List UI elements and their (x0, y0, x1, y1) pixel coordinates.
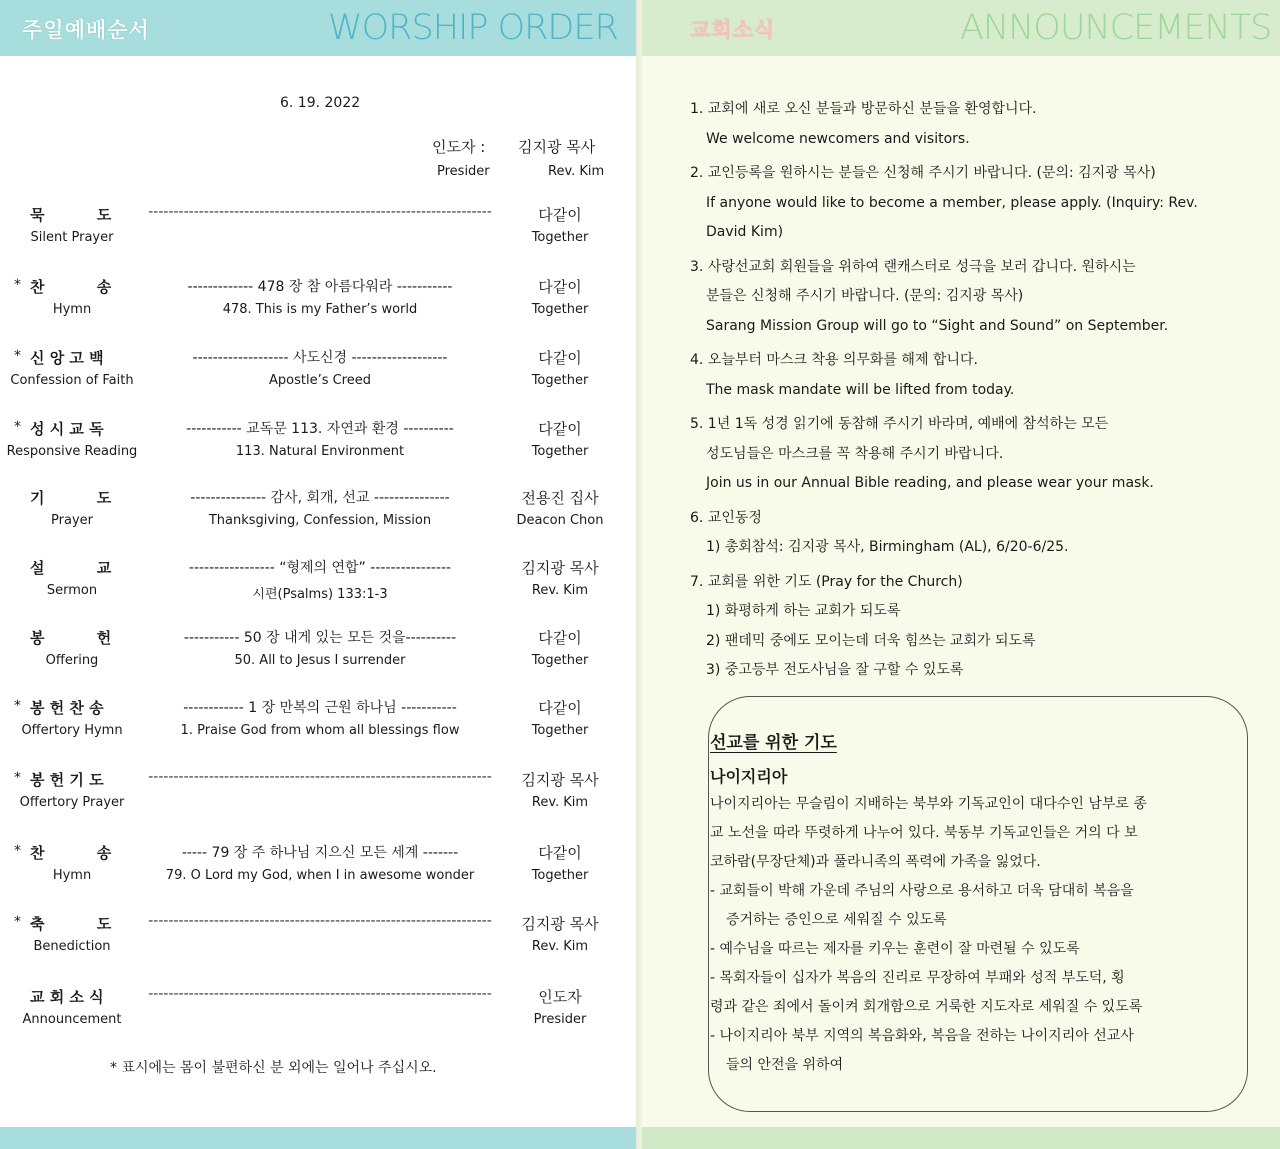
worship-item-title-korean: 봉 헌 기 도 (30, 771, 104, 789)
worship-item-leader-english: Together (531, 868, 589, 883)
mission-prayer-line: - 교회들이 박해 가운데 주님의 사랑으로 용서하고 더욱 담대히 복음을 (710, 883, 1134, 899)
announcement-line: 1) 화평하게 하는 교회가 되도록 (706, 603, 901, 619)
worship-item-detail-english: 113. Natural Environment (235, 444, 405, 459)
worship-item-title-english: Announcement (22, 1012, 122, 1027)
worship-item-leader: 다같이 (538, 278, 582, 296)
worship-item-leader-english: Rev. Kim (531, 939, 589, 954)
worship-item (0, 769, 642, 829)
announcement-line: 6. 교인동정 (690, 509, 762, 526)
worship-item-title-english: Prayer (51, 513, 93, 528)
worship-item (0, 986, 642, 1046)
worship-item-detail: ------------------- 사도신경 ------------------- (192, 350, 448, 366)
worship-item-leader: 다같이 (538, 349, 582, 367)
header-title-english: WORSHIP ORDER (328, 8, 618, 48)
worship-item-detail: --------------- 감사, 회개, 선교 --------------- (190, 490, 450, 506)
mission-prayer-title: 선교를 위한 기도 (710, 733, 837, 753)
worship-item-detail-english: Apostle’s Creed (268, 373, 371, 388)
worship-item-leader: 김지광 목사 (521, 559, 599, 577)
worship-item-leader: 인도자 (538, 988, 582, 1006)
worship-item-title-korean: 찬 송 (30, 278, 112, 296)
worship-item-detail: ----------- 교독문 113. 자연과 환경 ---------- (186, 421, 454, 437)
worship-item (0, 276, 642, 336)
announcement-line: The mask mandate will be lifted from today. (706, 381, 1015, 398)
worship-item-leader: 다같이 (538, 420, 582, 438)
worship-item-detail-english: Thanksgiving, Confession, Mission (208, 513, 432, 528)
worship-item-title-english: Responsive Reading (6, 444, 138, 459)
worship-item (0, 418, 642, 478)
announcement-line: Sarang Mission Group will go to “Sight and Sound” on September. (706, 317, 1169, 334)
announcement-line: 2. 교인등록을 원하시는 분들은 신청해 주시기 바랍니다. (문의: 김지광 목사) (690, 165, 1156, 181)
worship-item-leader-english: Together (531, 723, 589, 738)
worship-item-title-english: Confession of Faith (10, 373, 134, 388)
worship-item-title-korean: 설 교 (30, 559, 112, 577)
worship-item-leader: 다같이 (538, 206, 582, 224)
announcement-line: 성도님들은 마스크를 꼭 착용해 주시기 바랍니다. (706, 445, 1004, 462)
standing-marker: * (14, 914, 21, 930)
announcement-line: 분들은 신청해 주시기 바랍니다. (문의: 김지광 목사) (706, 288, 1024, 304)
header-title-english: ANNOUNCEMENTS (960, 8, 1272, 48)
worship-item-leader: 다같이 (538, 629, 582, 647)
worship-item-leader-english: Together (531, 373, 589, 388)
standing-marker: * (14, 770, 21, 786)
worship-item-detail-english: 1. Praise God from whom all blessings flow (180, 723, 460, 738)
worship-item-title-english: Hymn (52, 868, 92, 883)
worship-item-title-english: Offertory Prayer (19, 795, 125, 810)
worship-item (0, 347, 642, 407)
worship-item-leader-english: Together (531, 444, 589, 459)
mission-prayer-line: - 나이지리아 북부 지역의 복음화와, 복음을 전하는 나이지리아 선교사 (710, 1028, 1134, 1044)
mission-prayer-line: 증거하는 증인으로 세워질 수 있도록 (726, 912, 947, 928)
worship-item-title-english: Offering (45, 653, 99, 668)
standing-marker: * (14, 277, 21, 293)
worship-item-leader-english: Rev. Kim (531, 795, 589, 810)
worship-item-title-english: Offertory Hymn (21, 723, 123, 738)
worship-item (0, 627, 642, 687)
worship-item-title-korean: 묵 도 (30, 206, 112, 224)
header-title-korean: 주일예배순서 (22, 18, 150, 42)
footer-band (0, 1127, 642, 1149)
worship-item-detail: -------------------------------------------------------------------- (148, 913, 492, 929)
worship-item-title-english: Silent Prayer (30, 230, 114, 245)
worship-item-leader-english: Together (531, 653, 589, 668)
mission-prayer-line: 나이지리아는 무슬림이 지배하는 북부와 기독교인이 대다수인 남부로 종 (710, 796, 1147, 812)
worship-item (0, 557, 642, 617)
worship-item-leader: 김지광 목사 (521, 915, 599, 933)
presider-name-english: Rev. Kim (548, 164, 605, 179)
announcement-line: 7. 교회를 위한 기도 (Pray for the Church) (690, 573, 963, 590)
service-date: 6. 19. 2022 (280, 95, 361, 111)
worship-item-leader-english: Together (531, 230, 589, 245)
announcement-line: 4. 오늘부터 마스크 착용 의무화를 해제 합니다. (690, 352, 978, 368)
mission-prayer-line: 교 노선을 따라 뚜렷하게 나누어 있다. 북동부 기독교인들은 거의 다 보 (710, 825, 1138, 841)
worship-item (0, 487, 642, 547)
standing-marker: * (14, 698, 21, 714)
worship-item-detail: -------------------------------------------------------------------- (148, 986, 492, 1002)
worship-item (0, 204, 642, 264)
mission-prayer-line: 코하람(무장단체)과 풀라니족의 폭력에 가족을 잃었다. (710, 854, 1041, 870)
presider-name-korean: 김지광 목사 (518, 138, 596, 156)
worship-item-leader-english: Together (531, 302, 589, 317)
announcement-line: Join us in our Annual Bible reading, and please wear your mask. (706, 475, 1154, 491)
announcement-line: 3) 중고등부 전도사님을 잘 구할 수 있도록 (706, 662, 964, 678)
mission-prayer-body (710, 790, 1230, 1080)
worship-item-title-korean: 성 시 교 독 (30, 420, 104, 438)
worship-item-title-korean: 축 도 (30, 915, 112, 933)
worship-item-title-korean: 기 도 (30, 489, 112, 507)
worship-item-detail: ------------ 1 장 만복의 근원 하나님 ----------- (183, 700, 457, 716)
announcement-line: David Kim) (706, 224, 784, 240)
worship-item-detail-english: 시편(Psalms) 133:1-3 (252, 587, 388, 602)
announcement-line: 5. 1년 1독 성경 읽기에 동참해 주시기 바라며, 예배에 참석하는 모든 (690, 416, 1109, 432)
worship-item (0, 697, 642, 757)
announcement-list (690, 95, 1198, 686)
worship-item-leader-english: Deacon Chon (516, 513, 604, 528)
worship-item-detail-english: 478. This is my Father’s world (222, 302, 418, 317)
worship-item-leader: 전용진 집사 (521, 489, 599, 507)
worship-item (0, 842, 642, 902)
header-title-korean: 교회소식 (690, 18, 776, 42)
worship-item-detail-english: 50. All to Jesus I surrender (234, 653, 406, 668)
worship-item-leader: 김지광 목사 (521, 771, 599, 789)
announcement-line: 2) 팬데믹 중에도 모이는데 더욱 힘쓰는 교회가 되도록 (706, 632, 1036, 649)
worship-item-title-english: Sermon (46, 583, 98, 598)
worship-item-title-korean: 교 회 소 식 (30, 988, 104, 1006)
standing-marker: * (14, 419, 21, 435)
announcement-line: 3. 사랑선교회 회원들을 위하여 랜캐스터로 성극을 보러 갑니다. 원하시는 (690, 258, 1136, 275)
worship-item-detail: -------------------------------------------------------------------- (148, 204, 492, 220)
announcement-line: 1. 교회에 새로 오신 분들과 방문하신 분들을 환영합니다. (690, 101, 1037, 117)
worship-item-detail: ----------------- “형제의 연합” ---------------- (188, 560, 452, 576)
mission-prayer-line: 령과 같은 죄에서 돌이켜 회개함으로 거룩한 지도자로 세워질 수 있도록 (710, 999, 1143, 1015)
presider-label-korean: 인도자 : (432, 138, 486, 156)
worship-item-detail: ------------- 478 장 참 아름다워라 ----------- (187, 279, 453, 295)
worship-item-detail: ----------- 50 장 내게 있는 모든 것을---------- (183, 630, 457, 646)
worship-item-detail: ----- 79 장 주 하나님 지으신 모든 세계 ------- (181, 845, 459, 861)
mission-prayer-line: - 목회자들이 십자가 복음의 진리로 무장하여 부패와 성적 부도덕, 횡 (710, 970, 1125, 986)
worship-item-title-korean: 봉 헌 (30, 629, 112, 647)
worship-item-title-korean: 봉 헌 찬 송 (30, 699, 104, 717)
worship-item-title-english: Hymn (52, 302, 92, 317)
worship-item (0, 913, 642, 973)
standing-marker: * (14, 348, 21, 364)
announcement-line: If anyone would like to become a member, please apply. (Inquiry: Rev. (706, 194, 1198, 211)
mission-prayer-line: 들의 안전을 위하여 (726, 1057, 844, 1073)
mission-prayer-line: - 예수님을 따르는 제자를 키우는 훈련이 잘 마련될 수 있도록 (710, 941, 1080, 957)
worship-item-leader-english: Presider (533, 1012, 587, 1027)
worship-item-leader-english: Rev. Kim (531, 583, 589, 598)
worship-item-title-korean: 찬 송 (30, 844, 112, 862)
announcement-line: We welcome newcomers and visitors. (706, 130, 970, 147)
worship-item-detail: -------------------------------------------------------------------- (148, 769, 492, 785)
announcement-line: 1) 총회참석: 김지광 목사, Birmingham (AL), 6/20-6/25. (706, 539, 1069, 555)
worship-item-leader: 다같이 (538, 844, 582, 862)
standing-marker: * (14, 843, 21, 859)
worship-item-leader: 다같이 (538, 699, 582, 717)
standing-footnote: * 표시에는 몸이 불편하신 분 외에는 일어나 주십시오. (110, 1060, 437, 1076)
worship-item-title-english: Benediction (33, 939, 111, 954)
mission-country: 나이지리아 (710, 767, 788, 786)
presider-label-english: Presider (437, 164, 490, 179)
worship-item-title-korean: 신 앙 고 백 (30, 349, 104, 367)
footer-band (642, 1127, 1280, 1149)
worship-item-detail-english: 79. O Lord my God, when I in awesome wonder (165, 868, 475, 883)
announcements-page (642, 0, 1280, 1149)
